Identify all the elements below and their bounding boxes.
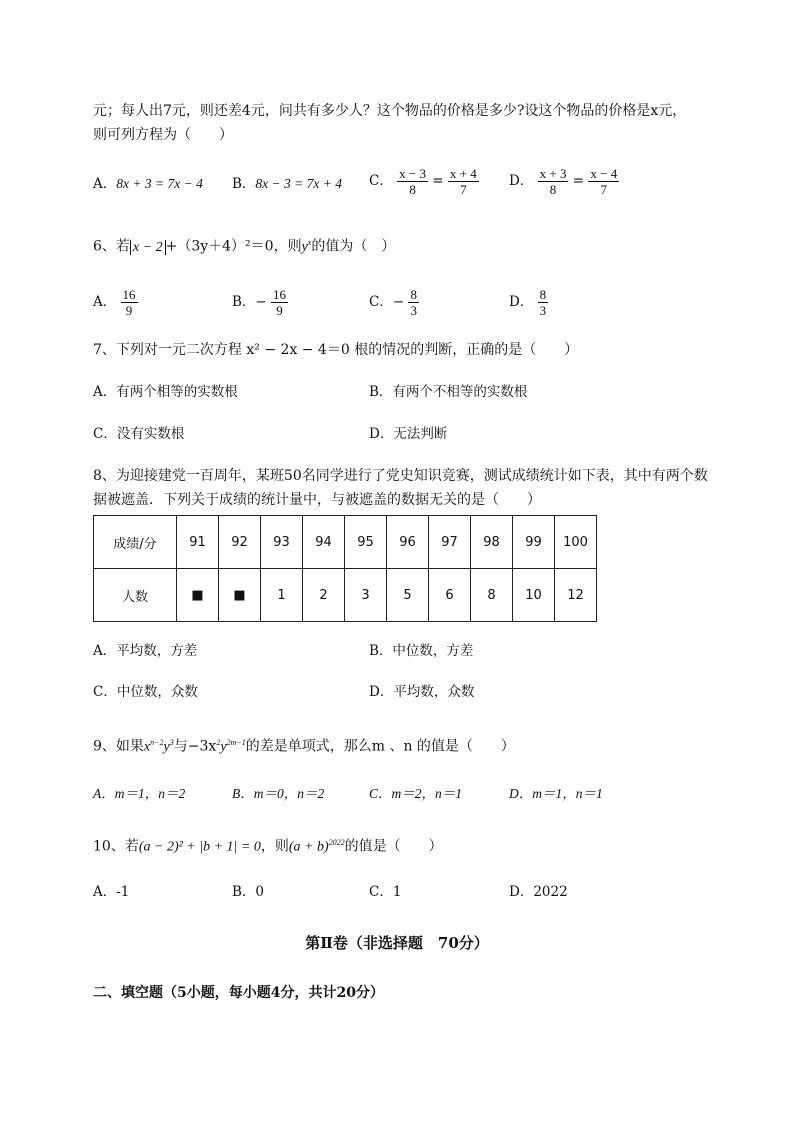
table-cell: 97 [429,516,471,569]
score-table [93,515,597,622]
stem-text: 的值是（ ） [344,838,443,855]
fraction: $\frac{x + 3}{8}$ [539,166,567,197]
target-exponent: 2022 [328,838,345,847]
q5-option-d[interactable] [509,166,619,197]
stem-text: 的差是单项式，那么m 、n 的值是（ ） [245,738,515,755]
table-cell: 91 [177,516,219,569]
table-cell: 100 [555,516,597,569]
q8-option-b[interactable]: B．中位数，方差 [369,643,474,659]
table-cell: 2 [303,569,345,622]
table-cell: 94 [303,516,345,569]
table-cell: 3 [345,569,387,622]
table-cell: 92 [219,516,261,569]
table-cell: 93 [261,516,303,569]
q8-stem-line2: 据被遮盖．下列关于成绩的统计量中，与被遮盖的数据无关的是（ ） [93,492,541,508]
table-cell: 1 [261,569,303,622]
q10-option-a[interactable]: A．-1 [93,884,130,900]
table-cell-masked: ■ [177,569,219,622]
q9-stem [93,733,515,758]
q10-option-b[interactable]: B．0 [232,884,265,900]
target-expr: (a + b) [288,839,329,855]
condition-expr: (a − 2)² + |b + 1| = 0 [138,839,261,855]
section-title: 第Ⅱ卷（非选择题 70分） [305,934,489,952]
option-label: A． [93,294,117,310]
q6-stem [93,233,395,258]
stem-text: 10、若 [93,838,139,855]
table-cell: 99 [513,516,555,569]
table-header-cell: 人数 [94,569,177,622]
option-label: D． [509,173,534,189]
table-cell: 98 [471,516,513,569]
term-exponent: 3 [169,738,174,747]
q10-option-c[interactable]: C．1 [369,884,402,900]
section-subtitle: 二、填空题（5小题，每小题4分，共计20分） [93,985,384,1001]
table-cell: 8 [471,569,513,622]
fraction: $\frac{16}{9}$ [273,287,287,318]
stem-text: 的值为（ ） [311,238,396,255]
q8-option-a[interactable]: A．平均数，方差 [93,643,198,659]
equals: = [432,173,444,189]
q7-option-c[interactable]: C．没有实数根 [93,426,185,442]
q5-option-a[interactable] [93,174,203,194]
q5-option-b[interactable] [232,174,342,194]
option-label: A． [93,176,117,192]
table-cell-masked: ■ [219,569,261,622]
option-label: B． [232,176,256,192]
term-exponent: 2m−1 [226,738,246,747]
table-cell: 96 [387,516,429,569]
fraction: $\frac{8}{3}$ [410,287,417,318]
q9-option-a[interactable]: A．m＝1，n＝2 [93,786,186,801]
stem-text: 9、如果 [93,738,144,755]
q8-option-d[interactable]: D．平均数，众数 [369,684,475,700]
fraction: $\frac{x + 4}{7}$ [449,166,477,197]
q5-stem-line2: 则可列方程为（ ） [93,127,233,143]
q9-option-b[interactable]: B．m＝0，n＝2 [232,786,325,801]
q7-stem: 7、下列对一元二次方程 x² − 2x − 4＝0 根的情况的判断，正确的是（ ） [93,342,579,358]
term-base: y [163,739,170,755]
q10-option-d[interactable]: D．2022 [509,884,568,900]
option-label: C． [369,173,393,189]
stem-text: +（3y＋4）²＝0，则 [165,238,302,255]
stem-text: ，则 [260,838,289,855]
q7-option-b[interactable]: B．有两个不相等的实数根 [369,384,528,400]
q8-option-c[interactable]: C．中位数，众数 [93,684,198,700]
q6-option-d[interactable] [509,287,548,318]
stem-text: 6、若 [93,238,130,255]
q9-option-c[interactable]: C．m＝2，n＝1 [369,786,463,801]
table-row [94,569,597,622]
minus-sign: − [392,294,405,310]
fraction: $\frac{8}{3}$ [539,287,547,318]
q7-option-d[interactable]: D．无法判断 [369,426,448,442]
table-cell: 10 [513,569,555,622]
table-cell: 12 [555,569,597,622]
q6-option-c[interactable] [369,287,419,318]
fraction: $\frac{x - 3}{8}$ [399,166,426,197]
minus-sign: − [255,294,267,310]
fraction: $\frac{x - 4}{7}$ [590,166,618,197]
q6-option-b[interactable] [232,287,288,318]
option-label: D． [509,294,534,310]
stem-text: 与−3x [173,738,217,755]
table-cell: 6 [429,569,471,622]
q7-option-a[interactable]: A．有两个相等的实数根 [93,384,238,400]
q6-option-a[interactable] [93,287,138,318]
q5-option-c[interactable] [369,166,479,197]
term-exponent: 2 [216,738,221,747]
term-base: y [220,739,227,755]
table-cell: 5 [387,569,429,622]
table-cell: 95 [345,516,387,569]
option-label: B． [232,294,256,310]
q5-stem-line1: 元；每人出7元，则还差4元，问共有多少人？这个物品的价格是多少?设这个物品的价格是x元， [93,103,687,119]
term-base: x [143,739,151,755]
abs-expr: x − 2 [130,240,166,255]
option-expr: 8x + 3 = 7x − 4 [116,176,203,191]
fraction: $\frac{16}{9}$ [122,287,136,318]
table-header-cell: 成绩/分 [94,516,177,569]
q8-stem-line1: 8、为迎接建党一百周年，某班50名同学进行了党史知识竞赛，测试成绩统计如下表，其中有两个数 [93,468,708,484]
q10-stem [93,833,443,858]
power-base: y [301,239,308,255]
power-exponent: x [307,238,312,247]
equals: = [572,173,585,189]
option-expr: 8x − 3 = 7x + 4 [255,176,342,191]
q9-option-d[interactable]: D．m＝1，n＝1 [509,786,603,801]
option-label: C． [369,294,393,310]
term-exponent: n−2 [150,738,164,747]
table-row [94,516,597,569]
